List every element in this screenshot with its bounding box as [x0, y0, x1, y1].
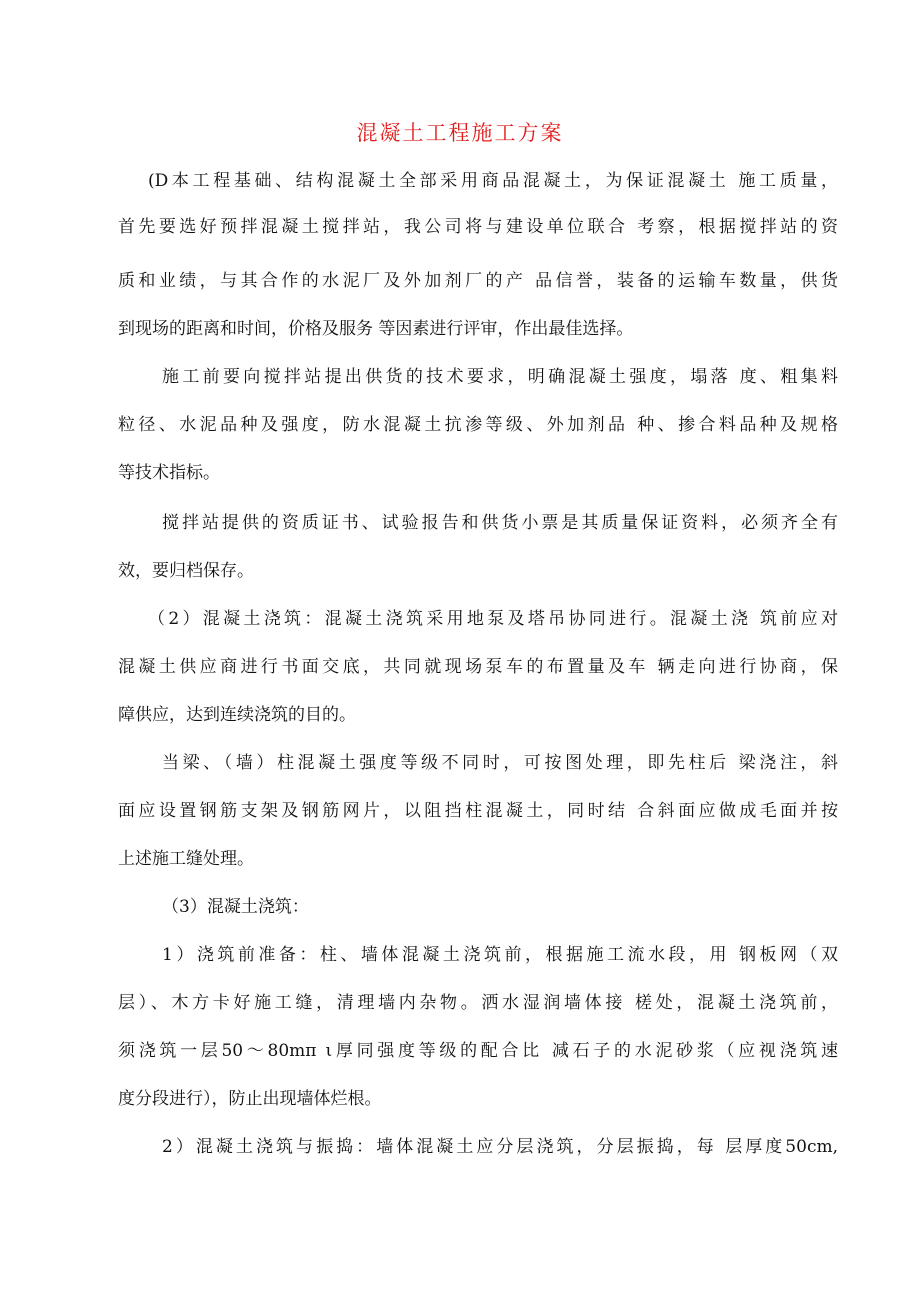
paragraph-line: 1）浇筑前准备：柱、墙体混凝土浇筑前，根据施工流水段，用 钢板网（双: [162, 945, 838, 965]
paragraph-line: 面应设置钢筋支架及钢筋网片，以阻挡柱混凝土，同时结 合斜面应做成毛面并按: [118, 801, 838, 821]
document-title: 混凝土工程施工方案: [356, 121, 564, 145]
paragraph-line: 障供应，达到连续浇筑的目的。: [118, 705, 356, 725]
paragraph-line: 等技术指标。: [118, 463, 220, 483]
paragraph-line: 搅拌站提供的资质证书、试验报告和供货小票是其质量保证资料，必须齐全有: [162, 513, 838, 533]
paragraph-line: 度分段进行），防止出现墙体烂根。: [118, 1089, 382, 1109]
paragraph-line: 须浇筑一层50～80mπ ι厚同强度等级的配合比 减石子的水泥砂浆（应视浇筑速: [118, 1041, 838, 1061]
paragraph-line: 层）、木方卡好施工缝，清理墙内杂物。洒水湿润墙体接 槎处，混凝土浇筑前，: [118, 993, 838, 1013]
paragraph-line: 混凝土供应商进行书面交底，共同就现场泵车的布置量及车 辆走向进行协商，保: [118, 657, 838, 677]
section-heading: （3）混凝土浇筑：: [162, 897, 309, 917]
paragraph-line: 到现场的距离和时间，价格及服务 等因素进行评审，作出最佳选择。: [118, 319, 634, 339]
paragraph-line: （2）混凝土浇筑：混凝土浇筑采用地泵及塔吊协同进行。混凝土浇 筑前应对: [148, 609, 838, 629]
paragraph-line: 质和业绩，与其合作的水泥厂及外加剂厂的产 品信誉，装备的运输车数量，供货: [118, 271, 838, 291]
paragraph-line: (D本工程基础、结构混凝土全部采用商品混凝土，为保证混凝土 施工质量，: [148, 171, 838, 191]
paragraph-line: 施工前要向搅拌站提出供货的技术要求，明确混凝土强度，塌落 度、粗集料: [162, 367, 838, 387]
paragraph-line: 粒径、水泥品种及强度，防水混凝土抗渗等级、外加剂品 种、掺合料品种及规格: [118, 415, 838, 435]
paragraph-line: 当梁、（墙）柱混凝土强度等级不同时，可按图处理，即先柱后 梁浇注，斜: [162, 753, 838, 773]
paragraph-line: 首先要选好预拌混凝土搅拌站，我公司将与建设单位联合 考察，根据搅拌站的资: [118, 217, 838, 237]
paragraph-line: 效，要归档保存。: [118, 561, 254, 581]
paragraph-line: 2）混凝土浇筑与振捣：墙体混凝土应分层浇筑，分层振捣，每 层厚度50cm,: [162, 1137, 838, 1157]
paragraph-line: 上述施工缝处理。: [118, 849, 254, 869]
